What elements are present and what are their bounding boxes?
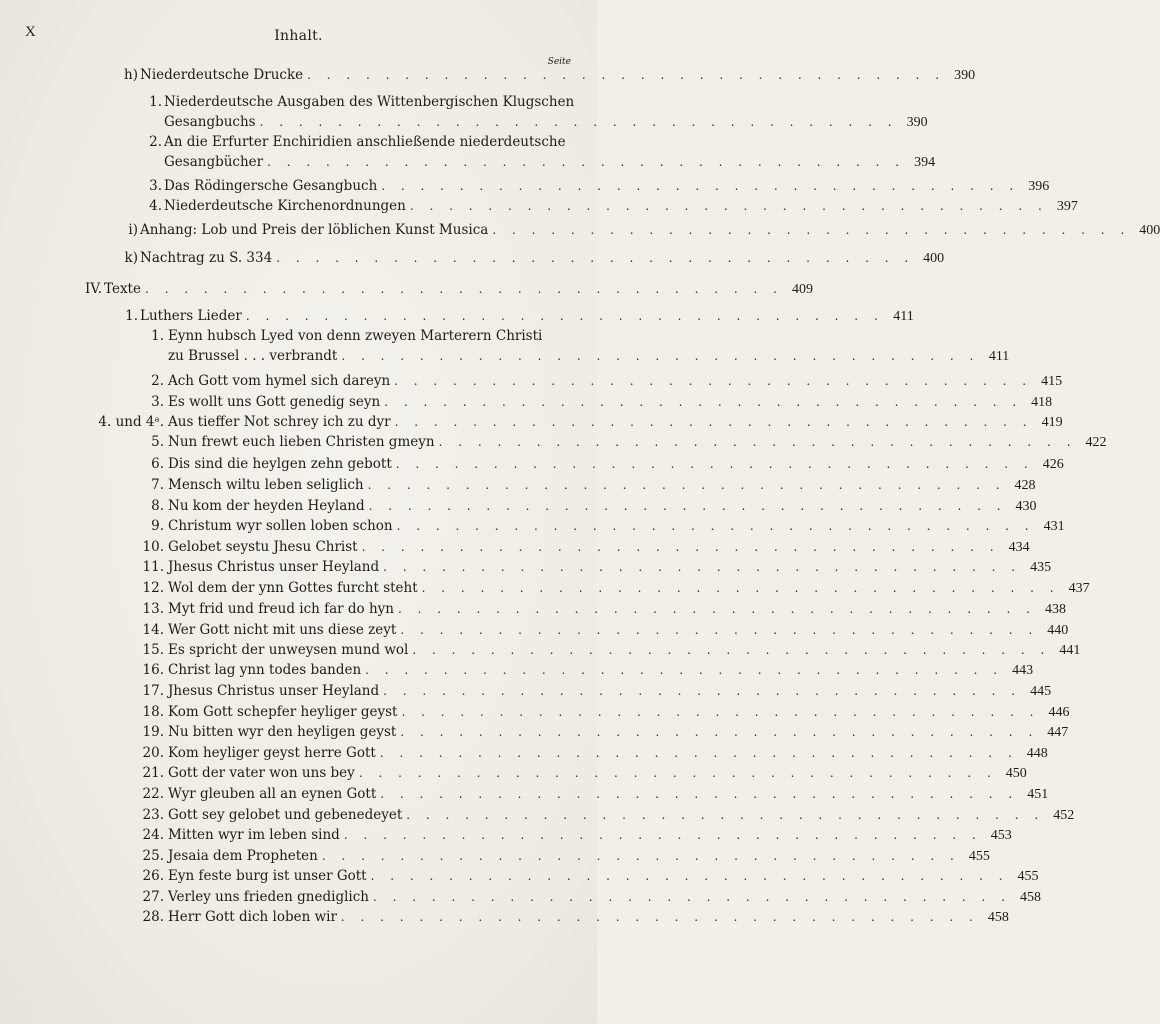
toc-entry [168, 785, 1049, 804]
toc-entry [164, 113, 928, 132]
entry-page-number: 441 [1059, 643, 1081, 658]
page-column-label: Seite [547, 57, 571, 67]
entry-number: 4. [149, 198, 162, 214]
entry-number: 27. [142, 889, 164, 905]
toc-entry [168, 413, 1063, 432]
toc-entry [168, 723, 1069, 742]
entry-page-number: 428 [1014, 478, 1036, 493]
entry-title: Texte [104, 281, 141, 297]
leader-dots: . . . . . . . . . . . . . . . . . . . . . . . . . . . . . . . . . [394, 415, 1033, 429]
toc-entry [140, 307, 914, 326]
leader-dots: . . . . . . . . . . . . . . . . . . . . . . . . . . . . . . . . . [340, 910, 979, 924]
toc-entry [168, 455, 1064, 474]
toc-entry [168, 764, 1027, 783]
entry-title: Mitten wyr im leben sind [168, 827, 340, 843]
entry-title: Nachtrag zu S. 334 [140, 250, 273, 266]
entry-number: 28. [142, 909, 164, 925]
leader-dots: . . . . . . . . . . . . . . . . . . . . . . . . . . . . . . . . . [400, 623, 1039, 637]
leader-dots: . . . . . . . . . . . . . . . . . . . . . . . . . . . . . . . . . [307, 68, 946, 82]
entry-number: 4. und 4ᵃ. [98, 414, 164, 430]
entry-title: Nun frewt euch lieben Christen gmeyn [168, 434, 435, 450]
toc-entry [140, 249, 945, 268]
entry-number: 3. [149, 178, 162, 194]
leader-dots: . . . . . . . . . . . . . . . . . . . . . . . . . . . . . . . . . [381, 179, 1020, 193]
entry-title-continuation: Gesangbücher [164, 154, 264, 170]
toc-entry [168, 393, 1053, 412]
toc-entry [168, 908, 1009, 927]
leader-dots: . . . . . . . . . . . . . . . . . . . . . . . . . . . . . . . . . [406, 808, 1045, 822]
leader-dots: . . . . . . . . . . . . . . . . . . . . . . . . . . . . . . . . . [394, 374, 1033, 388]
toc-entry [168, 517, 1065, 536]
leader-dots: . . . . . . . . . . . . . . . . . . . . . . . . . . . . . . . . . [400, 725, 1039, 739]
leader-dots: . . . . . . . . . . . . . . . . . . . . . . . . . . . . . . . . . [321, 849, 960, 863]
leader-dots: . . . . . . . . . . . . . . . . . . . . . . . . . . . . . . . . . [398, 602, 1036, 616]
entry-page-number: 455 [1017, 869, 1039, 884]
entry-page-number: 397 [1056, 199, 1078, 214]
toc-entry [168, 433, 1107, 452]
entry-title: An die Erfurter Enchiridien anschließende niederdeutsche [164, 134, 566, 150]
entry-page-number: 415 [1041, 374, 1063, 389]
entry-number: 24. [142, 827, 164, 843]
leader-dots: . . . . . . . . . . . . . . . . . . . . . . . . . . . . . . . . . [267, 155, 906, 169]
entry-page-number: 426 [1042, 457, 1064, 472]
toc-entry [168, 888, 1041, 907]
entry-title: Herr Gott dich loben wir [168, 909, 337, 925]
toc-entry [168, 682, 1052, 701]
running-head: Inhalt. [274, 28, 323, 44]
entry-page-number: 400 [923, 251, 945, 266]
entry-title: Wer Gott nicht mit uns diese zeyt [168, 622, 397, 638]
entry-page-number: 450 [1005, 766, 1027, 781]
toc-entry [140, 221, 1160, 240]
entry-number: 19. [142, 724, 164, 740]
entry-title: Das Rödingersche Gesangbuch [164, 178, 378, 194]
leader-dots: . . . . . . . . . . . . . . . . . . . . . . . . . . . . . . . . . [396, 519, 1035, 533]
toc-entry [168, 347, 1010, 366]
entry-page-number: 419 [1041, 415, 1063, 430]
entry-number: 21. [142, 765, 164, 781]
entry-title: Niederdeutsche Drucke [140, 67, 304, 83]
leader-dots: . . . . . . . . . . . . . . . . . . . . . . . . . . . . . . . . . [383, 560, 1022, 574]
entry-title: Es spricht der unweysen mund wol [168, 642, 409, 658]
toc-entry [164, 177, 1050, 196]
entry-number: 7. [151, 477, 164, 493]
entry-page-number: 411 [893, 309, 914, 324]
entry-number: 3. [151, 394, 164, 410]
entry-title-continuation: Gesangbuchs [164, 114, 256, 130]
leader-dots: . . . . . . . . . . . . . . . . . . . . . . . . . . . . . . . . . [144, 282, 783, 296]
leader-dots: . . . . . . . . . . . . . . . . . . . . . . . . . . . . . . . . . [358, 766, 997, 780]
leader-dots: . . . . . . . . . . . . . . . . . . . . . . . . . . . . . . . . . [492, 223, 1131, 237]
entry-page-number: 394 [914, 155, 936, 170]
toc-entry [168, 744, 1048, 763]
leader-dots: . . . . . . . . . . . . . . . . . . . . . . . . . . . . . . . . . [276, 251, 915, 265]
entry-page-number: 453 [990, 828, 1012, 843]
entry-title-continuation: zu Brussel . . . verbrandt [168, 348, 338, 364]
entry-title: Wyr gleuben all an eynen Gott [168, 786, 377, 802]
toc-entry [168, 621, 1069, 640]
entry-number: 20. [142, 745, 164, 761]
entry-title: Mensch wiltu leben seliglich [168, 477, 364, 493]
entry-title: Christum wyr sollen loben schon [168, 518, 393, 534]
toc-entry [168, 867, 1039, 886]
entry-number: 13. [142, 601, 164, 617]
entry-number: 1. [149, 94, 162, 110]
entry-title: Nu bitten wyr den heyligen geyst [168, 724, 397, 740]
entry-page-number: 458 [1019, 890, 1041, 905]
entry-title: Nu kom der heyden Heyland [168, 498, 365, 514]
entry-number: 22. [142, 786, 164, 802]
entry-page-number: 455 [968, 849, 990, 864]
entry-title: Ach Gott vom hymel sich dareyn [168, 373, 391, 389]
entry-page-number: 396 [1028, 179, 1050, 194]
leader-dots: . . . . . . . . . . . . . . . . . . . . . . . . . . . . . . . . . [372, 890, 1011, 904]
entry-title: Niederdeutsche Kirchenordnungen [164, 198, 406, 214]
entry-number: 5. [151, 434, 164, 450]
leader-dots: . . . . . . . . . . . . . . . . . . . . . . . . . . . . . . . . . [379, 746, 1018, 760]
leader-dots: . . . . . . . . . . . . . . . . . . . . . . . . . . . . . . . . . [361, 540, 1000, 554]
entry-title: Myt frid und freud ich far do hyn [168, 601, 394, 617]
entry-page-number: 447 [1047, 725, 1069, 740]
entry-number: i) [128, 222, 138, 238]
entry-title: Gelobet seystu Jhesu Christ [168, 539, 358, 555]
leader-dots: . . . . . . . . . . . . . . . . . . . . . . . . . . . . . . . . . [365, 663, 1004, 677]
entry-page-number: 434 [1008, 540, 1030, 555]
toc-entry [168, 826, 1012, 845]
toc-entry [168, 806, 1075, 825]
entry-title: Niederdeutsche Ausgaben des Wittenbergischen Klugschen [164, 94, 575, 110]
entry-title: Dis sind die heylgen zehn gebott [168, 456, 392, 472]
toc-entry [168, 372, 1063, 391]
entry-page-number: 451 [1027, 787, 1049, 802]
entry-title: Kom heyliger geyst herre Gott [168, 745, 376, 761]
entry-number: 2. [149, 134, 162, 150]
entry-number: 6. [151, 456, 164, 472]
entry-title: Luthers Lieder [140, 308, 242, 324]
entry-title: Wol dem der ynn Gottes furcht steht [168, 580, 418, 596]
toc-entry [168, 703, 1070, 722]
entry-page-number: 430 [1015, 499, 1037, 514]
toc-entry [168, 600, 1066, 619]
toc-entry [164, 197, 1078, 216]
entry-number: 23. [142, 807, 164, 823]
toc-entry [164, 153, 936, 172]
entry-title: Christ lag ynn todes banden [168, 662, 362, 678]
entry-number: 1. [125, 308, 138, 324]
entry-number: k) [124, 250, 138, 266]
entry-page-number: 445 [1030, 684, 1052, 699]
toc-entry [168, 579, 1090, 598]
entry-number: 10. [142, 539, 164, 555]
toc-entry [168, 847, 990, 866]
entry-page-number: 437 [1068, 581, 1090, 596]
entry-page-number: 431 [1043, 519, 1065, 534]
leader-dots: . . . . . . . . . . . . . . . . . . . . . . . . . . . . . . . . . [395, 457, 1034, 471]
leader-dots: . . . . . . . . . . . . . . . . . . . . . . . . . . . . . . . . . [438, 435, 1077, 449]
leader-dots: . . . . . . . . . . . . . . . . . . . . . . . . . . . . . . . . . [368, 499, 1007, 513]
entry-page-number: 452 [1053, 808, 1075, 823]
entry-title: Jesaia dem Propheten [168, 848, 318, 864]
entry-page-number: 448 [1026, 746, 1048, 761]
toc-entry [168, 476, 1036, 495]
entry-page-number: 400 [1139, 223, 1160, 238]
entry-page-number: 418 [1031, 395, 1053, 410]
entry-number: 16. [142, 662, 164, 678]
leader-dots: . . . . . . . . . . . . . . . . . . . . . . . . . . . . . . . . . [409, 199, 1048, 213]
leader-dots: . . . . . . . . . . . . . . . . . . . . . . . . . . . . . . . . . [259, 115, 898, 129]
leader-dots: . . . . . . . . . . . . . . . . . . . . . . . . . . . . . . . . . [383, 684, 1022, 698]
entry-number: 11. [142, 559, 164, 575]
entry-number: 18. [142, 704, 164, 720]
entry-number: 1. [151, 328, 164, 344]
entry-page-number: 443 [1012, 663, 1034, 678]
leader-dots: . . . . . . . . . . . . . . . . . . . . . . . . . . . . . . . . . [245, 309, 884, 323]
leader-dots: . . . . . . . . . . . . . . . . . . . . . . . . . . . . . . . . . [380, 787, 1019, 801]
entry-page-number: 440 [1047, 623, 1069, 638]
entry-number: 25. [142, 848, 164, 864]
entry-title: Kom Gott schepfer heyliger geyst [168, 704, 398, 720]
toc-entry [140, 66, 976, 85]
entry-number: 15. [142, 642, 164, 658]
entry-number: 8. [151, 498, 164, 514]
entry-title: Jhesus Christus unser Heyland [168, 559, 380, 575]
entry-number: h) [124, 67, 138, 83]
entry-page-number: 435 [1030, 560, 1052, 575]
toc-entry [104, 280, 813, 299]
entry-page-number: 411 [988, 349, 1010, 364]
entry-title: Es wollt uns Gott genedig seyn [168, 394, 381, 410]
entry-page-number: 422 [1085, 435, 1107, 450]
page-number: X [25, 24, 36, 40]
entry-title: Gott der vater won uns bey [168, 765, 355, 781]
leader-dots: . . . . . . . . . . . . . . . . . . . . . . . . . . . . . . . . . [341, 349, 980, 363]
entry-number: 12. [142, 580, 164, 596]
leader-dots: . . . . . . . . . . . . . . . . . . . . . . . . . . . . . . . . . [412, 643, 1051, 657]
entry-title: Gott sey gelobet und gebenedeyet [168, 807, 403, 823]
entry-page-number: 409 [791, 282, 813, 297]
entry-page-number: 446 [1048, 705, 1070, 720]
toc-entry [168, 641, 1081, 660]
entry-title: Verley uns frieden gnediglich [168, 889, 369, 905]
entry-title: Aus tieffer Not schrey ich zu dyr [168, 414, 391, 430]
entry-number: 9. [151, 518, 164, 534]
leader-dots: . . . . . . . . . . . . . . . . . . . . . . . . . . . . . . . . . [367, 478, 1006, 492]
toc-entry [168, 661, 1034, 680]
toc-entry [168, 497, 1037, 516]
toc-entry [168, 538, 1030, 557]
entry-title: Anhang: Lob und Preis der löblichen Kunst Musica [140, 222, 489, 238]
entry-page-number: 438 [1044, 602, 1066, 617]
leader-dots: . . . . . . . . . . . . . . . . . . . . . . . . . . . . . . . . . [343, 828, 982, 842]
entry-page-number: 390 [906, 115, 928, 130]
entry-number: 26. [142, 868, 164, 884]
entry-page-number: 458 [987, 910, 1009, 925]
leader-dots: . . . . . . . . . . . . . . . . . . . . . . . . . . . . . . . . . [384, 395, 1023, 409]
toc-entry [168, 558, 1052, 577]
entry-number: 2. [151, 373, 164, 389]
entry-title: Jhesus Christus unser Heyland [168, 683, 380, 699]
entry-number: IV. [84, 281, 102, 297]
entry-number: 17. [142, 683, 164, 699]
leader-dots: . . . . . . . . . . . . . . . . . . . . . . . . . . . . . . . . . [370, 869, 1009, 883]
entry-number: 14. [142, 622, 164, 638]
entry-title: Eyn feste burg ist unser Gott [168, 868, 367, 884]
leader-dots: . . . . . . . . . . . . . . . . . . . . . . . . . . . . . . . . . [401, 705, 1040, 719]
entry-page-number: 390 [954, 68, 976, 83]
leader-dots: . . . . . . . . . . . . . . . . . . . . . . . . . . . . . . . . . [421, 581, 1060, 595]
entry-title: Eynn hubsch Lyed von denn zweyen Marterern Christi [168, 328, 543, 344]
